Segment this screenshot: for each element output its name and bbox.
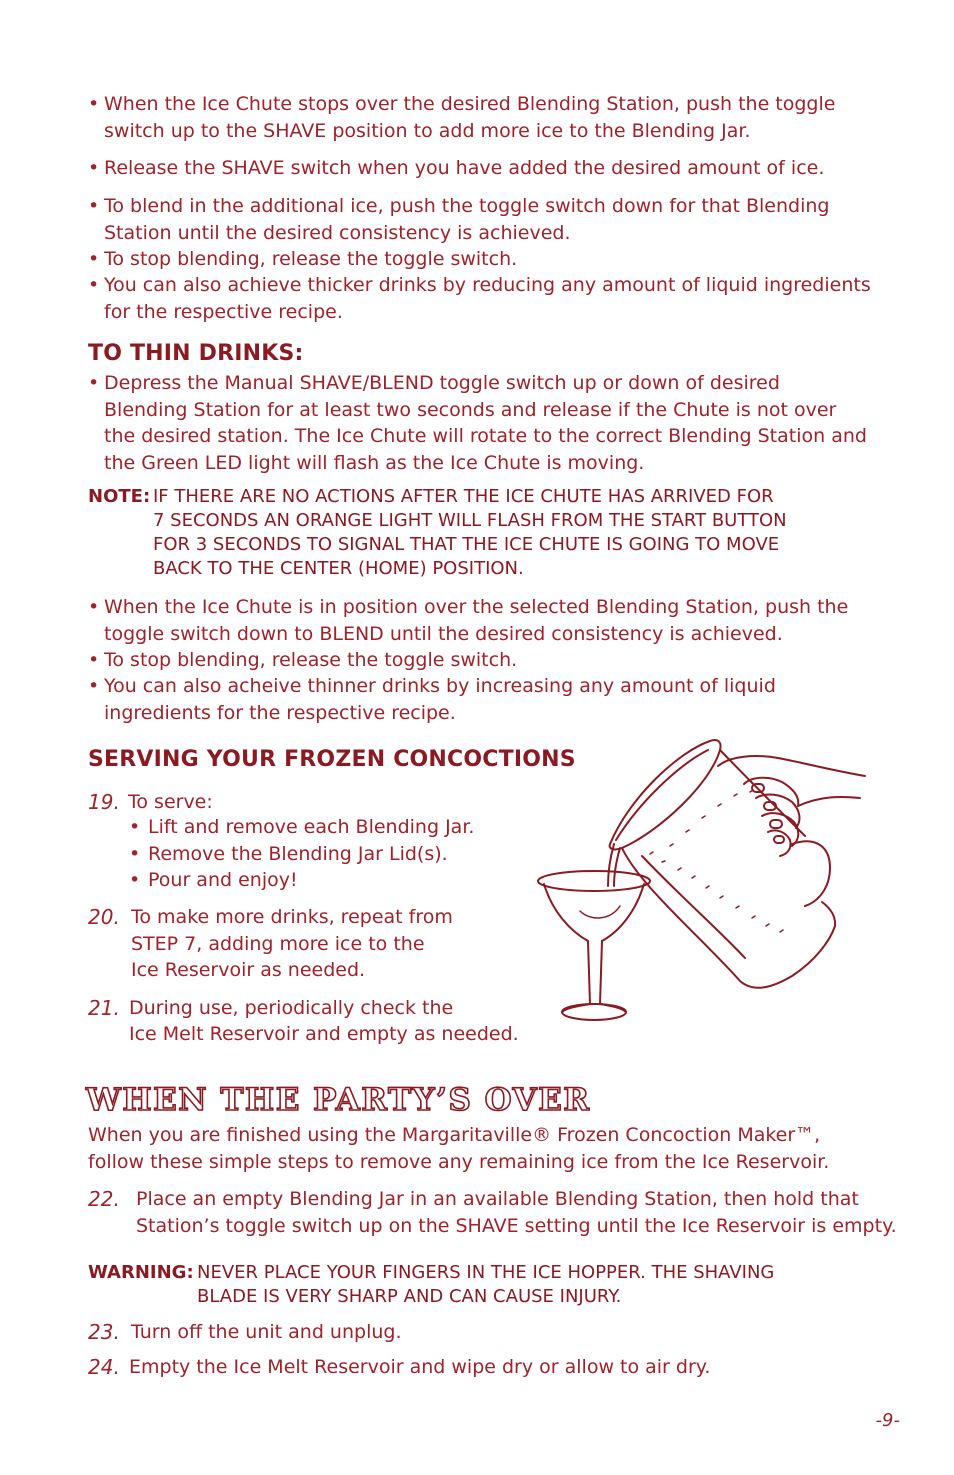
- bullet-line: switch up to the SHAVE position to add more ice to the Blending Jar.: [104, 119, 751, 142]
- step-number: 20.: [88, 905, 120, 929]
- warning-line: BLADE IS VERY SHARP AND CAN CAUSE INJURY.: [197, 1286, 622, 1307]
- note-line: FOR 3 SECONDS TO SIGNAL THAT THE ICE CHUTE IS GOING TO MOVE: [153, 534, 780, 555]
- bullet-line: To stop blending, release the toggle switch.: [104, 649, 518, 671]
- bullet-line: You can also achieve thicker drinks by reducing any amount of liquid ingredients: [104, 274, 871, 296]
- bullet-line: ingredients for the respective recipe.: [104, 701, 456, 724]
- pouring-pitcher-illustration: [530, 736, 870, 1032]
- bullet-line: Station until the desired consistency is achieved.: [104, 221, 571, 244]
- sub-bullet-text: Lift and remove each Blending Jar.: [148, 816, 475, 838]
- warning-label: WARNING:: [88, 1262, 194, 1283]
- note-line: 7 SECONDS AN ORANGE LIGHT WILL FLASH FROM THE START BUTTON: [153, 510, 787, 531]
- step-line: Place an empty Blending Jar in an available Blending Station, then hold that: [136, 1188, 859, 1210]
- note-line: BACK TO THE CENTER (HOME) POSITION.: [153, 558, 524, 579]
- manual-page: • When the Ice Chute stops over the desired Blending Station, push the toggle switch up to the SHAVE position to add more ice to the Blending Jar. • Release the SHAVE switch when you have added the desired amount of ice. • To blend in the additional ice, push the toggle switch down for that Blending Station until the desired consistency is achieved. • To stop blending, release the toggle switch. • You can also achieve thicker drinks by reducing any amount of liquid ingredients for the respective recipe. TO THIN DRINKS: • Depress the Manual SHAVE/BLEND toggle switch up or down of desired Blending Station for at least two seconds and release if the Chute is not over the desired station. The Ice Chute will rotate to the correct Blending Station and the Green LED light will flash as the Ice Chute is moving. NOTE: IF THERE ARE NO ACTIONS AFTER THE ICE CHUTE HAS ARRIVED FOR 7 SECONDS AN ORANGE LIGHT WILL FLASH FROM THE START BUTTON FOR 3 SECONDS TO SIGNAL THAT THE ICE CHUTE IS GOING TO MOVE BACK TO THE CENTER (HOME) POSITION. • When the Ice Chute is in position over the selected Blending Station, push the toggle switch down to BLEND until the desired consistency is achieved. • To stop blending, release the toggle switch. • You can also acheive thinner drinks by increasing any amount of liquid ingredients for the respective recipe. SERVING YOUR FROZEN CONCOCTIONS 19. To serve: • Lift and remove each Blending Jar. • Remove the Blending Jar Lid(s). • Pour and enjoy! 20. To make more drinks, repeat from STEP 7, adding more ice to the Ice Reservoir as needed. 21. During use, periodically check the Ice Melt Reservoir and empty as needed. WHEN THE PARTY’S OVER When you are finished using the Margaritaville® Frozen Concoction Maker™, follow these simple steps to remove any remaining ice from the Ice Reservoir. 22. Place an empty Blending Jar in an available Blending Station, then hold that Station’s toggle switch up on the SHAVE setting until the Ice Reservoir is empty. WARNING: NEVER PLACE YOUR FINGERS IN THE ICE HOPPER. THE SHAVING BLADE IS VERY SHARP AND CAN CAUSE INJURY. 23. Turn off the unit and unplug. 24. Empty the Ice Melt Reservoir and wipe dry or allow to air dry. -9-: [86, 93, 900, 1431]
- bullet-line: the desired station. The Ice Chute will rotate to the correct Blending Station and: [104, 425, 867, 447]
- step-line: Ice Melt Reservoir and empty as needed.: [129, 1023, 519, 1045]
- bullet-line: Blending Station for at least two seconds and release if the Chute is not over: [104, 398, 837, 421]
- sub-bullet-text: Pour and enjoy!: [148, 869, 298, 891]
- sub-bullet: •: [129, 816, 141, 838]
- sub-bullet: •: [129, 843, 141, 865]
- thin-drinks-heading: TO THIN DRINKS:: [88, 341, 304, 366]
- bullet-line: the Green LED light will flash as the Ice Chute is moving.: [104, 451, 645, 474]
- note-label: NOTE:: [88, 486, 151, 507]
- intro-line: follow these simple steps to remove any remaining ice from the Ice Reservoir.: [88, 1151, 830, 1173]
- party-over-title: WHEN THE PARTY’S OVER: [86, 1082, 591, 1118]
- step-line: Ice Reservoir as needed.: [131, 959, 366, 981]
- step-text: To serve:: [128, 791, 213, 813]
- intro-line: When you are finished using the Margaritaville® Frozen Concoction Maker™,: [88, 1124, 821, 1146]
- step-text: Turn off the unit and unplug.: [131, 1321, 402, 1343]
- bullet-line: for the respective recipe.: [104, 300, 343, 323]
- bullet-line: Release the SHAVE switch when you have added the desired amount of ice.: [104, 157, 825, 179]
- bullet-line: To blend in the additional ice, push the toggle switch down for that Blending: [104, 195, 830, 217]
- step-line: To make more drinks, repeat from: [131, 906, 453, 928]
- warning-line: NEVER PLACE YOUR FINGERS IN THE ICE HOPPER. THE SHAVING: [197, 1262, 775, 1283]
- step-number: 24.: [88, 1355, 120, 1379]
- step-number: 21.: [88, 996, 120, 1020]
- bullet-line: When the Ice Chute is in position over the selected Blending Station, push the: [104, 596, 849, 618]
- step-text: Empty the Ice Melt Reservoir and wipe dry or allow to air dry.: [129, 1356, 711, 1378]
- sub-bullet: •: [129, 869, 141, 891]
- step-number: 23.: [88, 1320, 120, 1344]
- sub-bullet-text: Remove the Blending Jar Lid(s).: [148, 843, 448, 865]
- bullet-line: You can also acheive thinner drinks by increasing any amount of liquid: [104, 675, 776, 697]
- bullet-line: To stop blending, release the toggle switch.: [104, 248, 518, 270]
- step-line: Station’s toggle switch up on the SHAVE setting until the Ice Reservoir is empty.: [136, 1215, 897, 1237]
- bullet-line: When the Ice Chute stops over the desired Blending Station, push the toggle: [104, 93, 836, 115]
- serving-heading: SERVING YOUR FROZEN CONCOCTIONS: [88, 747, 576, 772]
- bullet-line: Depress the Manual SHAVE/BLEND toggle switch up or down of desired: [104, 372, 780, 394]
- note-line: IF THERE ARE NO ACTIONS AFTER THE ICE CHUTE HAS ARRIVED FOR: [153, 486, 774, 507]
- page-number: -9-: [875, 1410, 900, 1431]
- step-number: 22.: [88, 1187, 120, 1211]
- step-line: STEP 7, adding more ice to the: [131, 933, 425, 955]
- bullet-line: toggle switch down to BLEND until the desired consistency is achieved.: [104, 622, 783, 645]
- step-number: 19.: [88, 790, 120, 814]
- step-line: During use, periodically check the: [129, 997, 454, 1019]
